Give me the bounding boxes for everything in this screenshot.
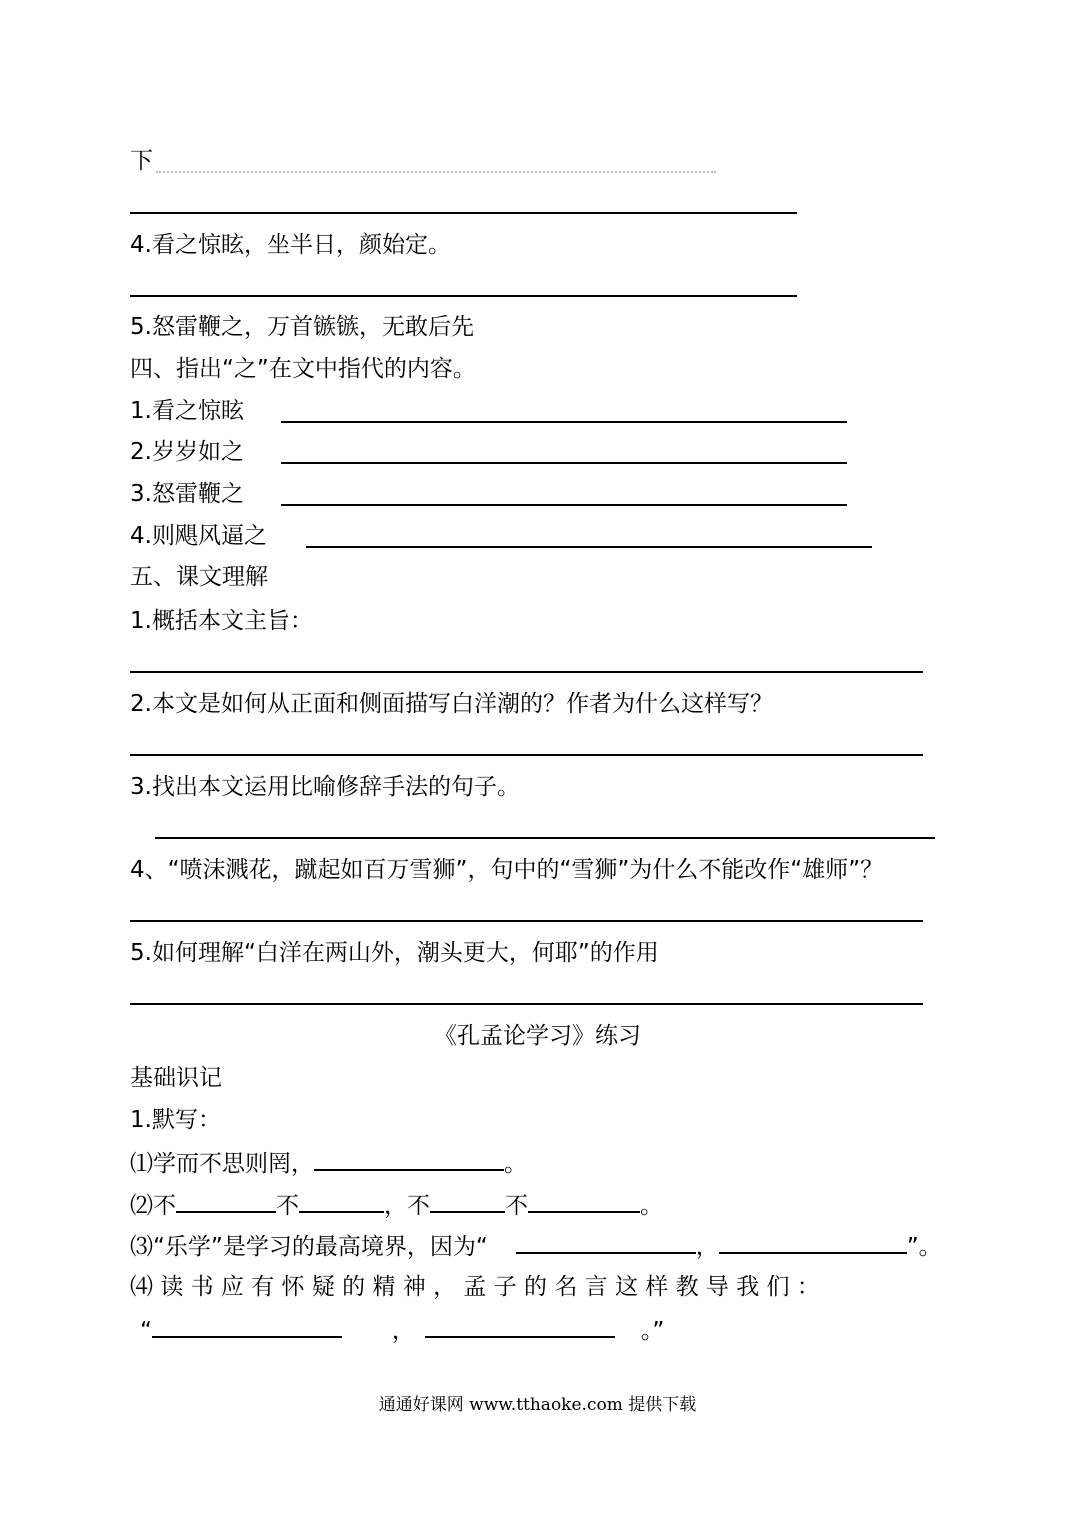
- fill-blank[interactable]: [299, 1189, 384, 1213]
- question-text: ，: [391, 1318, 415, 1344]
- answer-line[interactable]: [130, 754, 923, 756]
- question-text: 3.怒雷鞭之: [130, 481, 244, 507]
- question-text: 不: [505, 1193, 528, 1219]
- fill-blank[interactable]: [719, 1230, 907, 1254]
- question-text: ”。: [906, 1234, 942, 1260]
- fill-blank[interactable]: [314, 1147, 504, 1171]
- answer-line[interactable]: [155, 837, 935, 839]
- answer-line[interactable]: [281, 421, 847, 423]
- question-text: “: [140, 1318, 152, 1344]
- question-text: 4.看之惊眩，坐半日，颜始定。: [130, 232, 451, 258]
- question-text: 1.默写：: [130, 1107, 221, 1133]
- question-text: ⑷ 读 书 应 有 怀 疑 的 精 神 ， 孟 子 的 名 言 这 样 教 导 我 们 ：: [130, 1274, 820, 1300]
- question-text: ，: [695, 1234, 719, 1260]
- question-text: 4、“喷沫溅花，蹴起如百万雪狮”，句中的“雪狮”为什么不能改作“雄师”？: [130, 857, 884, 883]
- exercise-title: 《孔孟论学习》练习: [434, 1023, 641, 1049]
- continuation-text: 下: [130, 148, 153, 174]
- answer-line[interactable]: [130, 1003, 923, 1005]
- fill-in-question-4: [140, 1314, 664, 1346]
- question-text: 1.看之惊眩: [130, 398, 244, 424]
- fill-in-question-1: [130, 1147, 527, 1179]
- section-heading: 基础识记: [130, 1065, 222, 1091]
- question-text: ⑶“乐学”是学习的最高境界，因为“: [130, 1234, 488, 1260]
- fill-in-question-2: [130, 1189, 663, 1221]
- fill-blank[interactable]: [516, 1230, 696, 1254]
- question-text: 3.找出本文运用比喻修辞手法的句子。: [130, 774, 520, 800]
- question-text: 。”: [640, 1318, 665, 1344]
- dotted-leader: [156, 171, 716, 173]
- question-text: ，不: [384, 1193, 430, 1219]
- fill-blank[interactable]: [528, 1189, 640, 1213]
- question-text: 1.概括本文主旨：: [130, 608, 313, 634]
- fill-in-question-3: [130, 1230, 942, 1262]
- question-text: 。: [504, 1151, 527, 1177]
- answer-line[interactable]: [130, 920, 923, 922]
- answer-line[interactable]: [306, 546, 872, 548]
- question-text: 。: [640, 1193, 663, 1219]
- answer-line[interactable]: [281, 504, 847, 506]
- question-text: 5.怒雷鞭之，万首镞镞，无敢后先: [130, 314, 474, 340]
- fill-blank[interactable]: [176, 1189, 276, 1213]
- question-text: 不: [276, 1193, 299, 1219]
- answer-line[interactable]: [130, 295, 797, 297]
- answer-line[interactable]: [281, 462, 847, 464]
- fill-blank[interactable]: [152, 1314, 342, 1338]
- fill-blank[interactable]: [430, 1189, 505, 1213]
- footer-credit: 通通好课网 www.tthaoke.com 提供下载: [378, 1395, 697, 1415]
- question-text: ⑵不: [130, 1193, 176, 1219]
- question-text: 2.本文是如何从正面和侧面描写白洋潮的？作者为什么这样写？: [130, 691, 773, 717]
- answer-line[interactable]: [130, 671, 923, 673]
- question-text: 2.岁岁如之: [130, 439, 244, 465]
- question-text: 5.如何理解“白洋在两山外，潮头更大，何耶”的作用: [130, 940, 659, 966]
- section-heading: 五、课文理解: [130, 564, 268, 590]
- section-heading: 四、指出“之”在文中指代的内容。: [130, 356, 476, 382]
- question-text: ⑴学而不思则罔，: [130, 1151, 314, 1177]
- fill-blank[interactable]: [425, 1314, 615, 1338]
- question-text: 4.则飓风逼之: [130, 523, 267, 549]
- answer-line[interactable]: [130, 212, 797, 214]
